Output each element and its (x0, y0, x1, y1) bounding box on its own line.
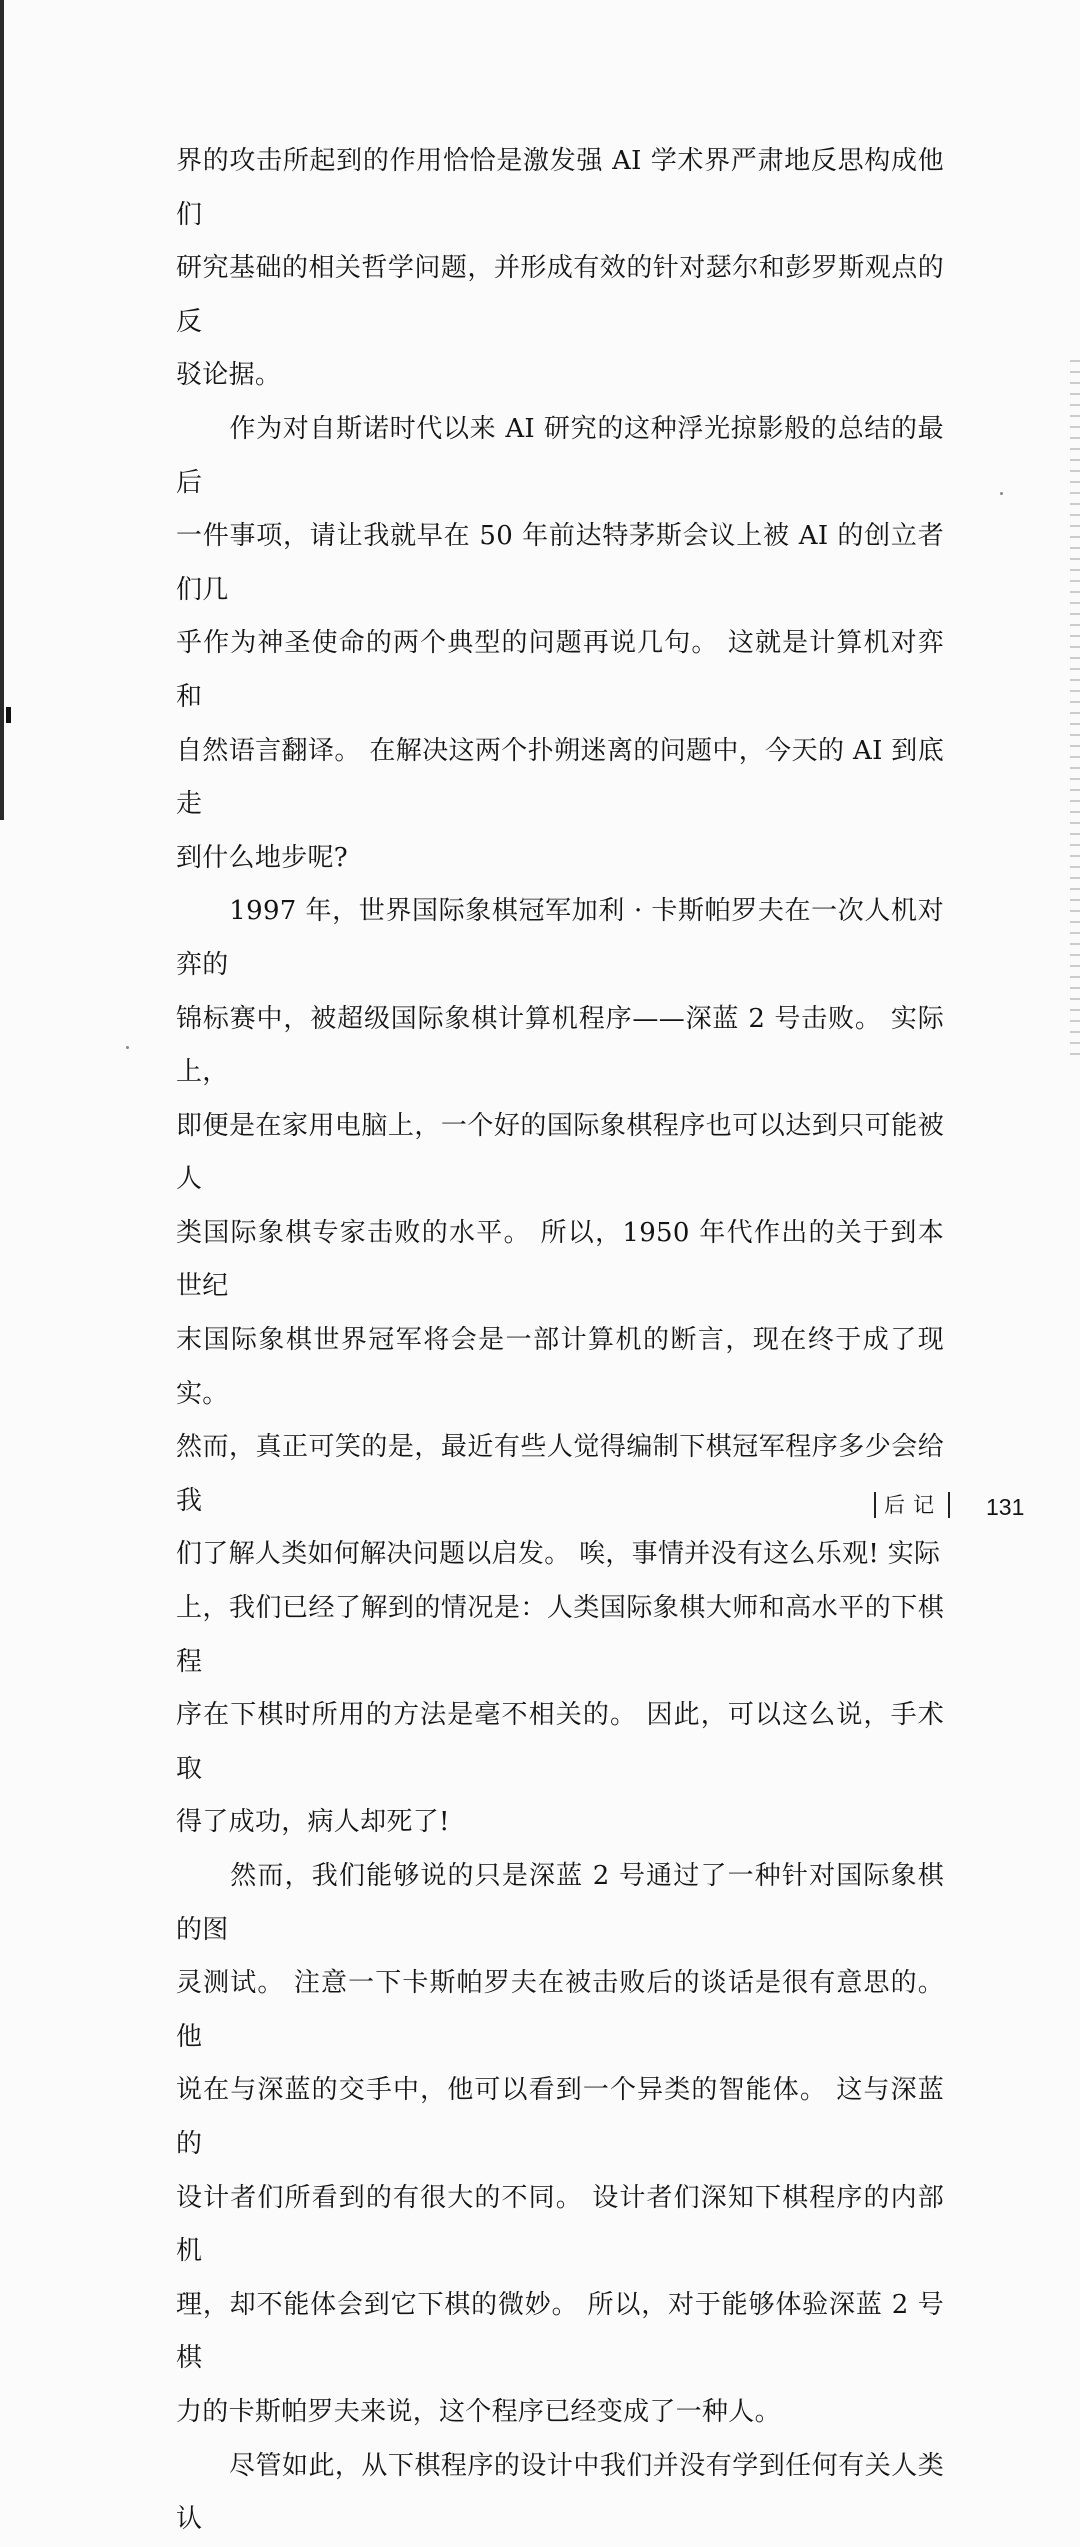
paragraph-5: 尽管如此，从下棋程序的设计中我们并没有学到任何有关人类认 (176, 2450, 944, 2535)
scan-page-edge (0, 0, 4, 820)
paragraph-4: 然而，我们能够说的只是深蓝 2 号通过了一种针对国际象棋的图 灵测试。 注意一下卡斯帕罗夫在被击败后的谈话是很有意思的。 他 说在与深蓝的交手中，他可以看到一个异类的智能体。 这与深蓝的 设计者们所看到的有很大的不同。 设计者们深知下棋程序的内部机 理，却不能体会到它下棋的微妙。 所以，对于能够体验深蓝 2 号棋 力的卡斯帕罗夫来说，这个程序已经变成了一种人。 (176, 1861, 944, 2427)
running-footer-section: 后记 (874, 1492, 950, 1518)
scan-speck (6, 707, 11, 723)
scan-dust (1000, 492, 1003, 495)
paragraph-3: 1997 年，世界国际象棋冠军加利 · 卡斯帕罗夫在一次人机对弈的 锦标赛中，被超级国际象棋计算机程序——深蓝 2 号击败。 实际上， 即便是在家用电脑上，一个好的国际象棋程序也可以达到只可能被人 类国际象棋专家击败的水平。 所以，1950 年代作出的关于到本世纪 末国际象棋世界冠军将会是一部计算机的断言，现在终于成了现实。 然而，真正可笑的是，最近有些人觉得编制下棋冠军程序多少会给我 们了解人类如何解决问题以启发。 唉，事情并没有这么乐观! 实际 上，我们已经了解到的情况是：人类国际象棋大师和高水平的下棋程 序在下棋时所用的方法是毫不相关的。 因此，可以这么说，手术取 得了成功，病人却死了! (176, 896, 944, 1838)
body-text (176, 135, 944, 2547)
scan-bleed-through-edge (1070, 360, 1080, 1060)
scan-dust (126, 1046, 129, 1049)
paragraph-2: 作为对自斯诺时代以来 AI 研究的这种浮光掠影般的总结的最后 一件事项，请让我就早在 50 年前达特茅斯会议上被 AI 的创立者们几 乎作为神圣使命的两个典型的问题再说几句。 这就是计算机对弈和 自然语言翻译。 在解决这两个扑朔迷离的问题中，今天的 AI 到底走 到什么地步呢? (176, 413, 944, 873)
paragraph-1: 界的攻击所起到的作用恰恰是激发强 AI 学术界严肃地反思构成他们 研究基础的相关哲学问题，并形成有效的针对瑟尔和彭罗斯观点的反 驳论据。 (176, 146, 944, 391)
page-number: 131 (986, 1494, 1025, 1520)
